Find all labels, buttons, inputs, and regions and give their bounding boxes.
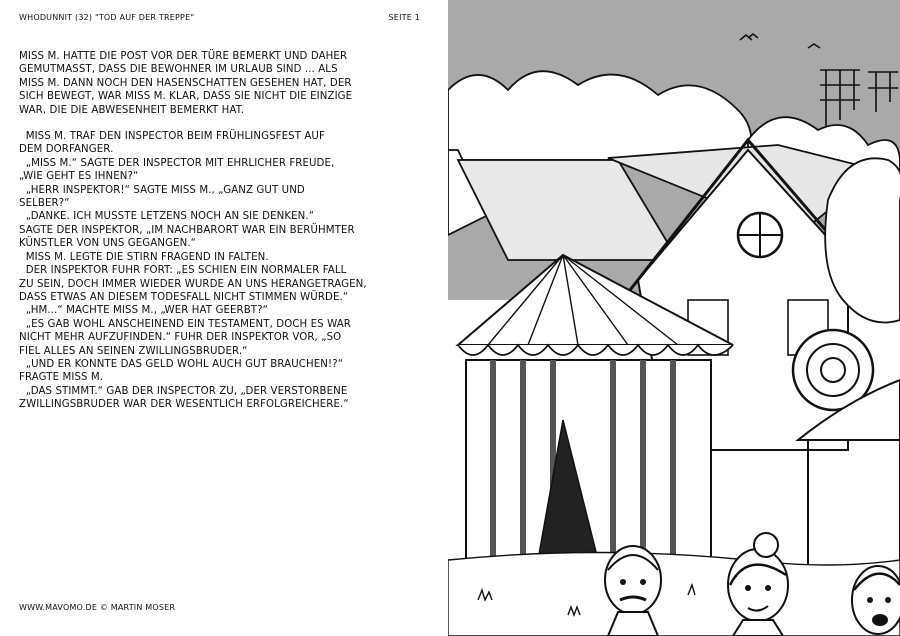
story-line: DEM DORFANGER. xyxy=(19,144,114,156)
story-line: „HM...“ MACHTE MISS M., „WER HAT GEERBT?“ xyxy=(19,305,268,317)
paragraph-gap xyxy=(19,117,429,130)
story-line: SICH BEWEGT, WAR MISS M. KLAR, DASS SIE NICHT DIE EINZIGE xyxy=(19,91,353,103)
text-page xyxy=(0,0,448,636)
story-line: WAR, DIE DIE ABWESENHEIT BEMERKT HAT. xyxy=(19,104,245,116)
story-line: FRAGTE MISS M. xyxy=(19,372,104,384)
comic-illustration-village-fair-icon xyxy=(448,0,900,636)
story-text xyxy=(19,50,429,412)
story-title: WHODUNNIT (32) "TOD AUF DER TREPPE" xyxy=(19,13,195,22)
page-number: SEITE 1 xyxy=(388,13,420,22)
story-line: ZU SEIN, DOCH IMMER WIEDER WURDE AN UNS HERANGETRAGEN, xyxy=(19,278,367,290)
footer-credit: WWW.MAVOMO.DE © MARTIN MOSER xyxy=(19,603,176,612)
story-line: MISS M. DANN NOCH DEN HASENSCHATTEN GESEHEN HAT, DER xyxy=(19,77,352,89)
story-line: „WIE GEHT ES IHNEN?“ xyxy=(19,171,139,183)
story-line: SAGTE DER INSPEKTOR, „IM NACHBARORT WAR EIN BERÜHMTER xyxy=(19,224,355,236)
character-man-icon xyxy=(605,546,661,636)
character-inspector-icon xyxy=(852,566,900,634)
story-line: DER INSPEKTOR FUHR FORT: „ES SCHIEN EIN NORMALER FALL xyxy=(19,265,347,277)
story-line: „ES GAB WOHL ANSCHEINEND EIN TESTAMENT, DOCH ES WAR xyxy=(19,318,351,330)
story-line: „DANKE. ICH MUSSTE LETZENS NOCH AN SIE DENKEN.“ xyxy=(19,211,315,223)
story-line: NICHT MEHR AUFZUFINDEN.“ FUHR DER INSPEKTOR VOR, „SO xyxy=(19,332,342,344)
story-line: DASS ETWAS AN DIESEM TODESFALL NICHT STIMMEN WÜRDE.“ xyxy=(19,291,349,303)
story-line: MISS M. TRAF DEN INSPECTOR BEIM FRÜHLINGSFEST AUF xyxy=(19,131,325,143)
story-line: „DAS STIMMT.“ GAB DER INSPECTOR ZU, „DER VERSTORBENE xyxy=(19,385,348,397)
story-line: MISS M. LEGTE DIE STIRN FRAGEND IN FALTEN. xyxy=(19,251,269,263)
story-line: KÜNSTLER VON UNS GEGANGEN.“ xyxy=(19,238,197,250)
story-line: SELBER?“ xyxy=(19,198,70,210)
story-line: FIEL ALLES AN SEINEN ZWILLINGSBRUDER.“ xyxy=(19,345,248,357)
story-line: „MISS M.“ SAGTE DER INSPECTOR MIT EHRLICHER FREUDE, xyxy=(19,157,335,169)
story-line: ZWILLINGSBRUDER WAR DER WESENTLICH ERFOLGREICHERE.“ xyxy=(19,399,349,411)
story-line: „UND ER KONNTE DAS GELD WOHL AUCH GUT BRAUCHEN!?“ xyxy=(19,358,344,370)
story-line: GEMUTMASST, DASS DIE BEWOHNER IM URLAUB SIND ... ALS xyxy=(19,64,338,76)
story-line: „HERR INSPEKTOR!“ SAGTE MISS M., „GANZ GUT UND xyxy=(19,184,305,196)
story-line: MISS M. HATTE DIE POST VOR DER TÜRE BEMERKT UND DAHER xyxy=(19,51,348,62)
illustration-panel xyxy=(448,0,900,636)
